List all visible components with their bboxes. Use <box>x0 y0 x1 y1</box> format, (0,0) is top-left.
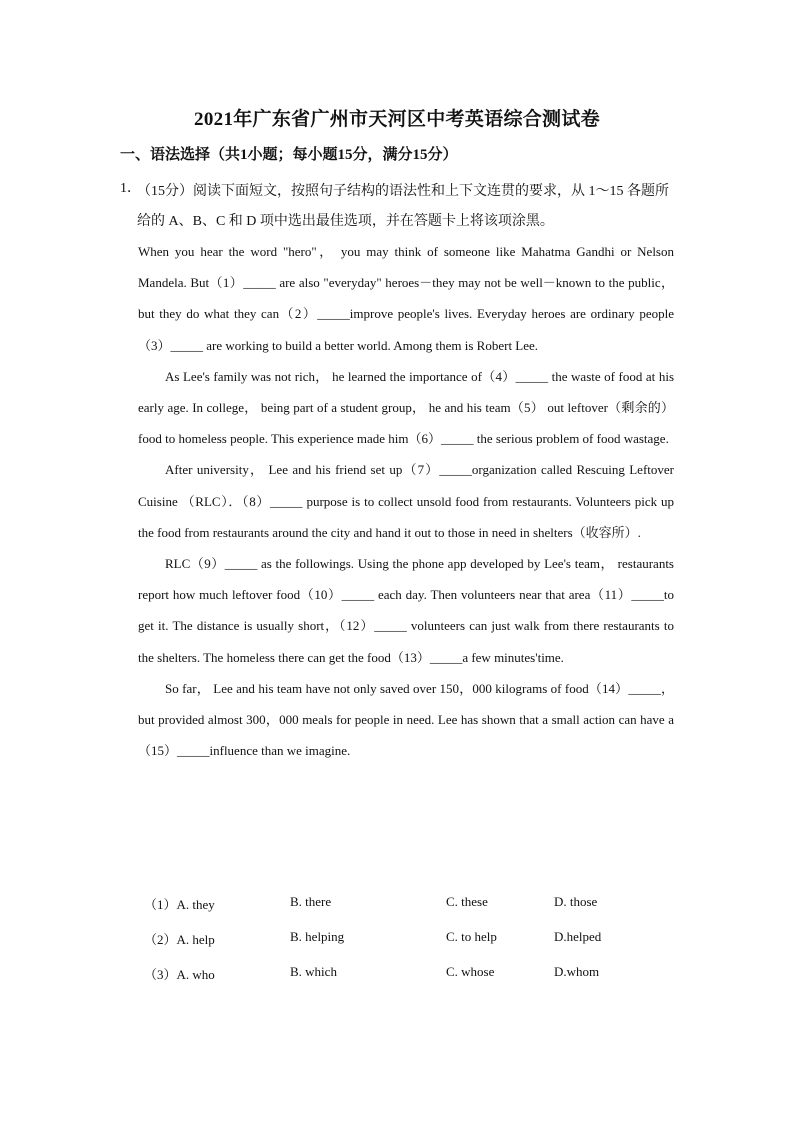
option-c: C. whose <box>446 964 495 979</box>
reading-passage <box>138 236 674 766</box>
passage-paragraph: When you hear the word "hero"， you may think of someone like Mahatma Gandhi or Nelson Mandela. But（1）_____ are also "everyday" heroes－they may not be well－known to the public， but they do what they can（2）_____improve people's lives. Everyday heroes are ordinary people（3）_____ are working to build a better world. Among them is Robert Lee. <box>138 244 674 353</box>
option-d: D. those <box>554 894 598 909</box>
option-c: C. these <box>446 894 488 909</box>
option-a: （3）A. who <box>144 967 215 982</box>
passage-paragraph: RLC（9）_____ as the followings. Using the phone app developed by Lee's team， restaurants report how much leftover food（10）_____ each day. Then volunteers near that area（11）_____to get it. The distance is usually short，（12）_____ volunteers can just walk from there restaurants to the shelters. The homeless there can get the food（13）_____a few minutes'time. <box>138 556 674 665</box>
exam-title: 2021年广东省广州市天河区中考英语综合测试卷 <box>194 109 600 130</box>
option-a: （1）A. they <box>144 897 215 912</box>
question-number: 1． <box>120 181 141 196</box>
option-a: （2）A. help <box>144 932 215 947</box>
section-heading: 一、语法选择（共1小题；每小题15分，满分15分） <box>120 147 458 163</box>
option-b: B. helping <box>290 929 345 944</box>
passage-paragraph: As Lee's family was not rich， he learned the importance of（4）_____ the waste of food at his early age. In college， being part of a student group， he and his team（5） out leftover（剩余的） food to homeless people. This experience made him（6）_____ the serious problem of food wastage. <box>138 368 674 447</box>
passage-paragraph: After university， Lee and his friend set up（7）_____organization called Rescuing Leftover Cuisine （RLC）．（8）_____ purpose is to collect unsold food from restaurants. Volunteers pick up the food from restaurants around the city and hand it out to those in need in shelters（收容所）. <box>138 462 674 540</box>
option-c: C. to help <box>446 929 497 944</box>
option-d: D.whom <box>554 964 600 979</box>
passage-paragraph: So far， Lee and his team have not only saved over 150，000 kilograms of food（14）_____， but provided almost 300，000 meals for people in need. Lee has shown that a small action can have a（15）_____influence than we imagine. <box>138 680 674 759</box>
option-b: B. which <box>290 964 337 979</box>
question-instructions: （15分）阅读下面短文，按照句子结构的语法性和上下文连贯的要求，从 1～15 各题所给的 A、B、C 和 D 项中选出最佳选项，并在答题卡上将该项涂黑。 <box>137 184 669 229</box>
option-d: D.helped <box>554 929 602 944</box>
option-b: B. there <box>290 894 332 909</box>
